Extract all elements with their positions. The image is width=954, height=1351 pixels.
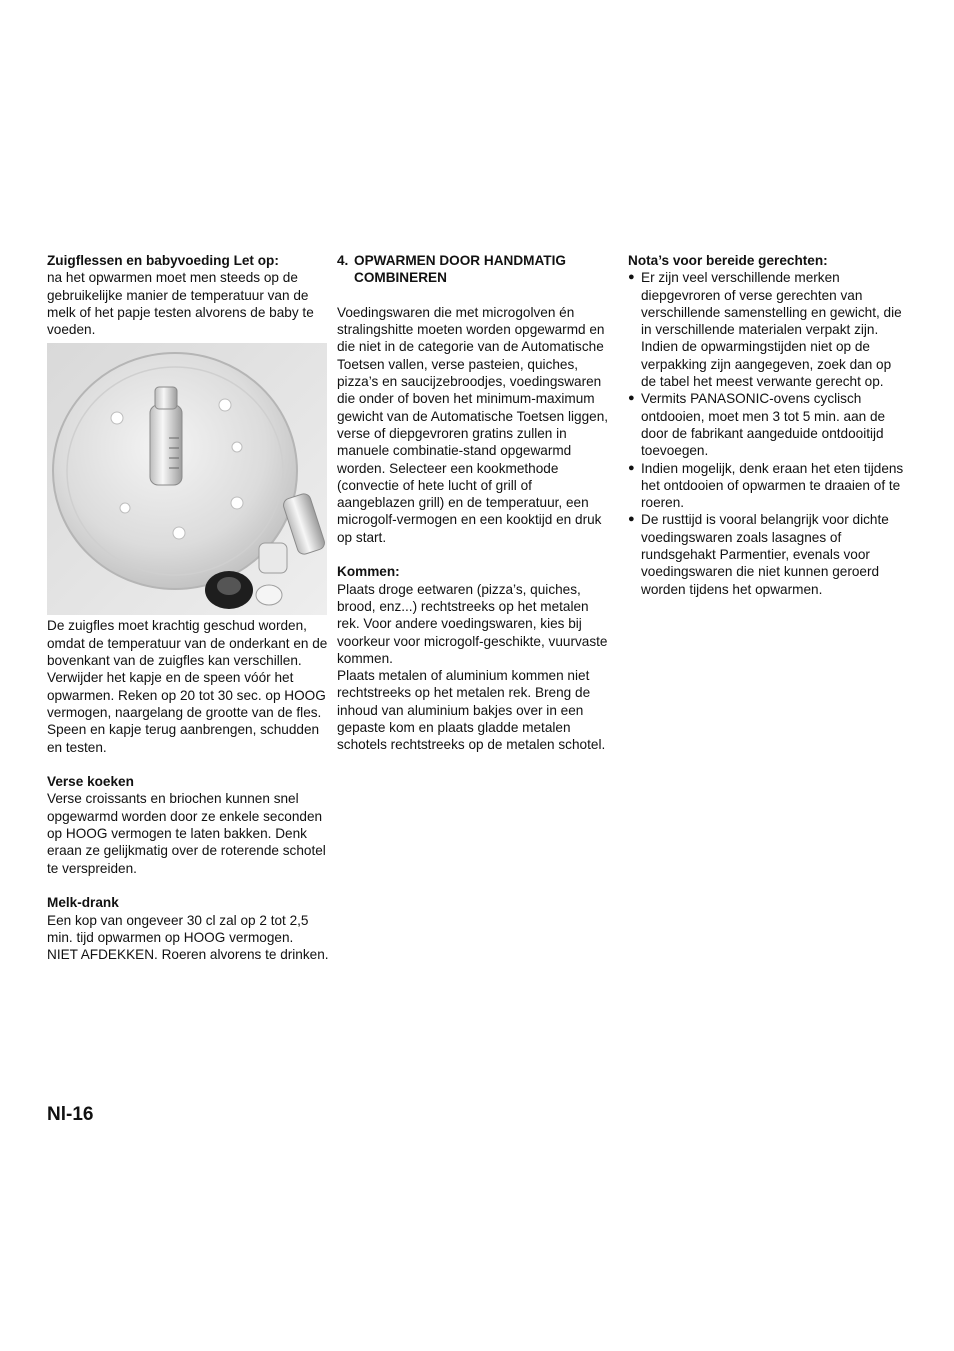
list-item-text: Indien mogelijk, denk eraan het eten tijdens het ontdooien of opwarmen te draaien of te roeren. <box>641 460 904 511</box>
turntable-bottle-illustration <box>47 343 327 615</box>
list-item <box>628 390 910 459</box>
page-number: Nl-16 <box>47 1104 94 1125</box>
list-item <box>628 511 910 597</box>
column-right <box>628 252 910 598</box>
list-item-text: Er zijn veel verschillende merken diepgevroren of verse gerechten van verschillende samenstelling en gewicht, die in verschillende materialen verpakt zijn. Indien de opwarmingstijden niet op de verpakking zijn aangegeven, zoek dan op de tabel het meest verwante gerecht op. <box>641 270 902 390</box>
section-number: 4. <box>337 253 349 268</box>
intro-text: Voedingswaren die met microgolven én stralingshitte moeten worden opgewarmd en die niet in de categorie van de Automatische Toetsen vallen, verse pasteien, quiches, pizza’s en saucijzebroodjes, voedingswaren die onder of boven het minimum-maximum gewicht van de Automatische Toetsen liggen, verse of diepgevroren gratins zullen in manuele combinatie-stand opgewarmd worden. Selecteer een kookmethode (convectie of hete lucht of grill of aangeblazen grill) en de temperatuur, een microgolf-vermogen en een kooktijd en druk op start. <box>337 304 609 545</box>
list-item <box>628 269 910 390</box>
shake-text: De zuigfles moet krachtig geschud worden, omdat de temperatuur van de onderkant en de bovenkant van de zuigfles kan verschillen. <box>47 618 328 669</box>
turntable-bottle-photo <box>47 343 327 615</box>
koeken-heading: Verse koeken <box>47 774 134 790</box>
list-item-text: De rusttijd is vooral belangrijk voor dichte voedingswaren zoals lasagnes of rundsgehakt Parmentier, evenals voor voedingswaren die niet kunnen geroerd worden tijdens het opwarmen. <box>641 512 889 597</box>
list-item-text: Vermits PANASONIC-ovens cyclisch ontdooien, moet men 3 tot 5 min. aan de door de fabrikant aangeduide ontdooitijd toevoegen. <box>641 391 886 459</box>
melk-heading: Melk-drank <box>47 895 119 911</box>
nota-heading: Nota’s voor bereide gerechten: <box>628 253 828 268</box>
bullet-icon: ● <box>628 271 635 284</box>
babyfood-text: na het opwarmen moet men steeds op de gebruikelijke manier de temperatuur van de melk of het papje testen alvorens de baby te voeden. <box>47 270 314 338</box>
section-4-heading <box>337 252 613 287</box>
bullet-icon: ● <box>628 392 635 405</box>
list-item <box>628 460 910 512</box>
bullet-icon: ● <box>628 461 635 474</box>
babyfood-heading: Zuigflessen en babyvoeding Let op: <box>47 253 279 268</box>
melk-note: NIET AFDEKKEN. Roeren alvorens te drinken. <box>47 947 329 963</box>
section-title: OPWARMEN DOOR HANDMATIG COMBINEREN <box>354 253 566 286</box>
kommen-heading: Kommen: <box>337 564 400 580</box>
column-left <box>47 252 329 963</box>
koeken-text: Verse croissants en briochen kunnen snel opgewarmd worden door ze enkele seconden op HOOG vermogen te laten bakken. Denk eraan ze gelijkmatig over de roterende schotel te verspreiden. <box>47 791 326 876</box>
column-middle <box>337 252 613 754</box>
bullet-icon: ● <box>628 513 635 526</box>
remove-cap-text: Verwijder het kapje en de speen vóór het opwarmen. Reken op 20 tot 30 sec. op HOOG vermogen, naargelang de grootte van de fles. Speen en kapje terug aanbrengen, schudden en testen. <box>47 670 326 755</box>
kommen-text: Plaats droge eetwaren (pizza’s, quiches, brood, enz...) rechtstreeks op het metalen rek. Voor andere voedingswaren, kies bij voorkeur voor microgolf-geschikte, vuurvaste kommen. <box>337 581 608 666</box>
kommen-metal-text: Plaats metalen of aluminium kommen niet rechtstreeks op het metalen rek. Breng de inhoud van aluminium bakjes over in een gepaste kom en plaats gladde metalen schotels rechtstreeks op de metalen schotel. <box>337 668 606 753</box>
melk-text: Een kop van ongeveer 30 cl zal op 2 tot 2,5 min. tijd opwarmen op HOOG vermogen. <box>47 912 309 945</box>
